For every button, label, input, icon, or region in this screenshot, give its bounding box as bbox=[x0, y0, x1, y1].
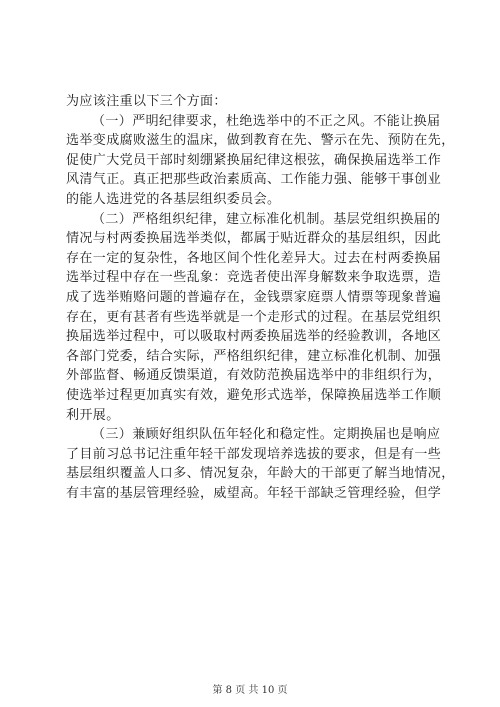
text-line: 基层组织覆盖人口多、情况复杂，年龄大的干部更了解当地情况， bbox=[66, 466, 455, 482]
text-line: 的能人选进党的各基层组织委员会。 bbox=[66, 191, 281, 207]
text-line: 使选举过程更加真实有效，避免形式选举，保障换届选举工作顺 bbox=[66, 387, 442, 403]
text-line: 利开展。 bbox=[66, 407, 120, 423]
text-line: 选举变成腐败滋生的温床，做到教育在先、警示在先、预防在先， bbox=[66, 133, 455, 149]
text-line: 为应该注重以下三个方面： bbox=[66, 94, 227, 109]
text-line: 换届选举过程中，可以吸取村两委换届选举的经验教训，各地区 bbox=[66, 329, 442, 345]
page-footer: 第 8 页 共 10 页 bbox=[212, 685, 288, 696]
text-line: 各部门党委，结合实际，严格组织纪律，建立标准化机制、加强 bbox=[66, 348, 442, 364]
text-line: （二）严格组织纪律，建立标准化机制。基层党组织换届的 bbox=[92, 211, 441, 227]
text-line: （三）兼顾好组织队伍年轻化和稳定性。定期换届也是响应 bbox=[92, 427, 441, 443]
text-line: 了目前习总书记注重年轻干部发现培养选拔的要求，但是有一些 bbox=[66, 446, 442, 462]
text-line: 存在，更有甚者有些选举就是一个走形式的过程。在基层党组织 bbox=[66, 309, 442, 325]
text-line: 风清气正。真正把那些政治素质高、工作能力强、能够干事创业 bbox=[66, 172, 442, 188]
text-line: 成了选举贿赂问题的普遍存在，金钱票家庭票人情票等现象普遍 bbox=[66, 289, 442, 305]
text-line: 存在一定的复杂性，各地区间个性化差异大。过去在村两委换届 bbox=[66, 250, 442, 266]
document-body bbox=[66, 92, 455, 503]
text-line: 外部监督、畅通反馈渠道，有效防范换届选举中的非组织行为， bbox=[66, 368, 442, 384]
text-line: 促使广大党员干部时刻绷紧换届纪律这根弦，确保换届选举工作 bbox=[66, 152, 442, 168]
text-line: （一）严明纪律要求，杜绝选举中的不正之风。不能让换届 bbox=[92, 113, 441, 129]
text-line: 有丰富的基层管理经验，威望高。年轻干部缺乏管理经验，但学 bbox=[66, 485, 442, 501]
text-line: 情况与村两委换届选举类似，都属于贴近群众的基层组织，因此 bbox=[66, 231, 442, 247]
text-line: 选举过程中存在一些乱象：竞选者使出浑身解数来争取选票，造 bbox=[66, 270, 442, 286]
